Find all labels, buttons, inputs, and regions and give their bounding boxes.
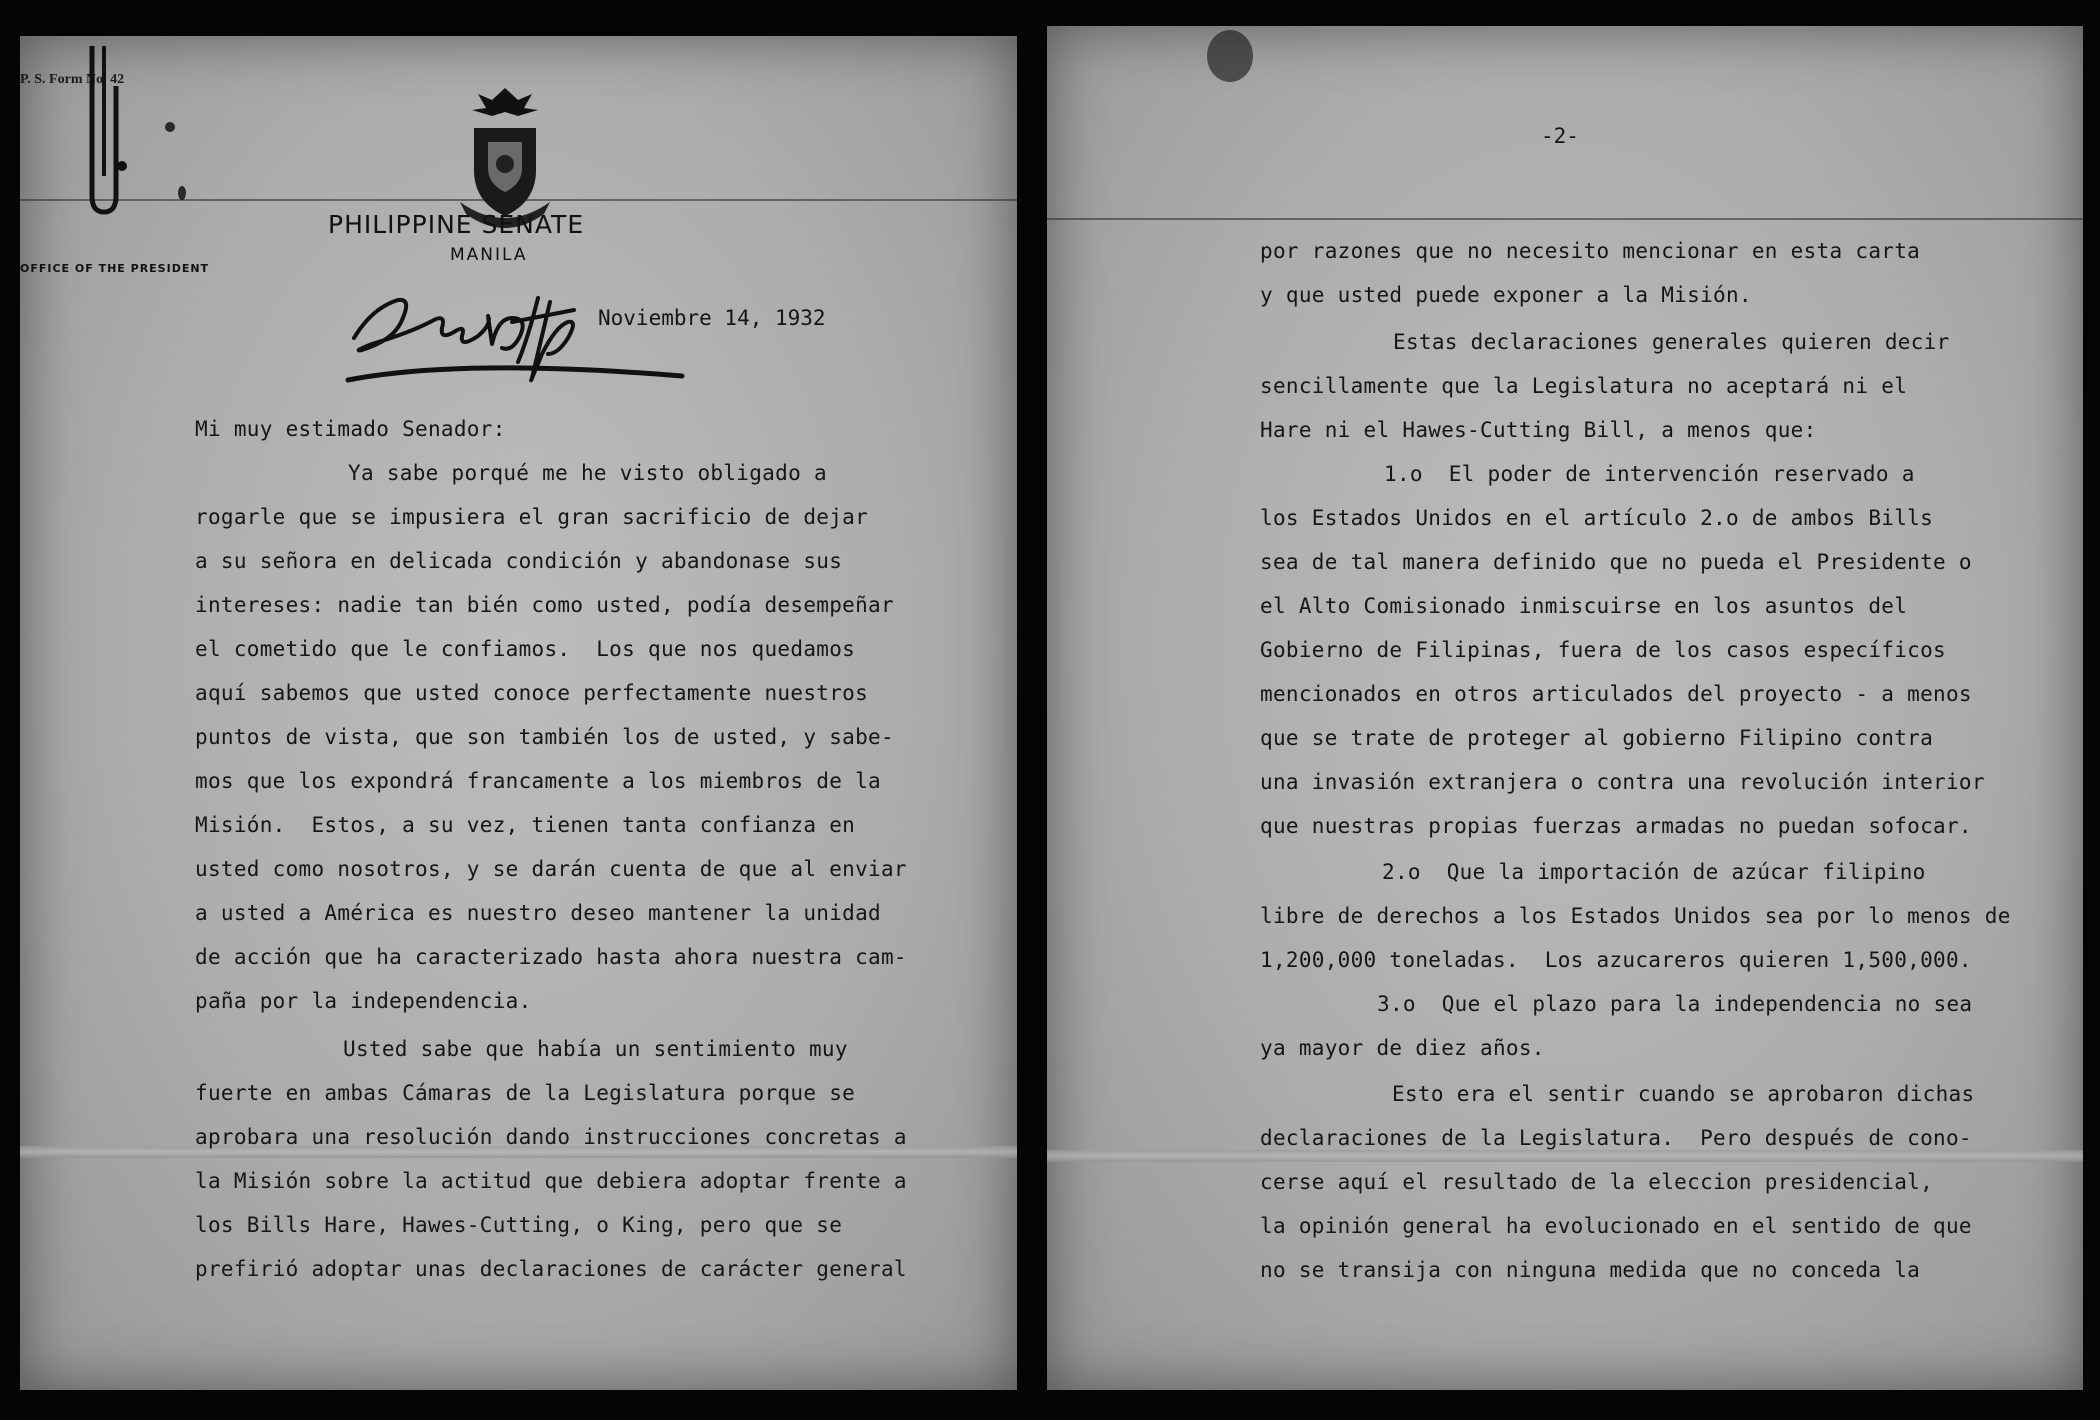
text-line: sencillamente que la Legislatura no aceptará ni el [1260, 374, 1908, 398]
text-line: el cometido que le confiamos. Los que nos quedamos [195, 637, 856, 661]
text-line: la opinión general ha evolucionado en el sentido de que [1260, 1214, 1972, 1238]
letterhead-office: OFFICE OF THE PRESIDENT [20, 262, 210, 275]
text-line: la Misión sobre la actitud que debiera adoptar frente a [195, 1169, 907, 1193]
text-line: de acción que ha caracterizado hasta ahora nuestra cam- [195, 945, 907, 969]
text-line: fuerte en ambas Cámaras de la Legislatura porque se [195, 1081, 856, 1105]
text-line: una invasión extranjera o contra una revolución interior [1260, 770, 1985, 794]
text-line: rogarle que se impusiera el gran sacrificio de dejar [195, 505, 869, 529]
text-line: declaraciones de la Legislatura. Pero después de cono- [1260, 1126, 1972, 1150]
paper-fold [1047, 1150, 2083, 1162]
ink-blot [1207, 30, 1253, 82]
text-line: 1,200,000 toneladas. Los azucareros quieren 1,500,000. [1260, 948, 1972, 972]
text-line: a usted a América es nuestro deseo mantener la unidad [195, 901, 881, 925]
text-line: que nuestras propias fuerzas armadas no puedan sofocar. [1260, 814, 1972, 838]
page-number: -2- [1541, 124, 1579, 148]
text-line: 1.o El poder de intervención reservado a [1384, 462, 1915, 486]
text-line: los Estados Unidos en el artículo 2.o de ambos Bills [1260, 506, 1934, 530]
text-line: prefirió adoptar unas declaraciones de carácter general [195, 1257, 907, 1281]
page-rule [1047, 218, 2083, 220]
letter-page-1 [20, 36, 1017, 1390]
text-line: libre de derechos a los Estados Unidos sea por lo menos de [1260, 904, 2011, 928]
text-line: mos que los expondrá francamente a los miembros de la [195, 769, 881, 793]
text-line: 3.o Que el plazo para la independencia no sea [1377, 992, 1973, 1016]
text-line: paña por la independencia. [195, 989, 532, 1013]
text-line: sea de tal manera definido que no pueda el Presidente o [1260, 550, 1972, 574]
paper-clip-icon [82, 46, 128, 216]
text-line: y que usted puede exponer a la Misión. [1260, 283, 1752, 307]
ink-speck [178, 186, 186, 200]
text-line: aquí sabemos que usted conoce perfectamente nuestros [195, 681, 869, 705]
text-line: aprobara una resolución dando instrucciones concretas a [195, 1125, 907, 1149]
text-line: puntos de vista, que son también los de usted, y sabe- [195, 725, 894, 749]
text-line: Ya sabe porqué me he visto obligado a [348, 461, 827, 485]
text-line: a su señora en delicada condición y abandonase sus [195, 549, 843, 573]
text-line: Estas declaraciones generales quieren decir [1393, 330, 1950, 354]
text-line: Gobierno de Filipinas, fuera de los casos específicos [1260, 638, 1946, 662]
text-line: Misión. Estos, a su vez, tienen tanta confianza en [195, 813, 856, 837]
salutation: Mi muy estimado Senador: [195, 417, 506, 441]
text-line: no se transija con ninguna medida que no conceda la [1260, 1258, 1921, 1282]
letter-date: Noviembre 14, 1932 [598, 306, 826, 330]
text-line: que se trate de proteger al gobierno Filipino contra [1260, 726, 1934, 750]
text-line: Usted sabe que había un sentimiento muy [343, 1037, 848, 1061]
letterhead-title: PHILIPPINE SENATE [328, 210, 585, 239]
text-line: 2.o Que la importación de azúcar filipino [1382, 860, 1926, 884]
text-line: Hare ni el Hawes-Cutting Bill, a menos que: [1260, 418, 1817, 442]
text-line: usted como nosotros, y se darán cuenta de que al enviar [195, 857, 907, 881]
text-line: intereses: nadie tan bién como usted, podía desempeñar [195, 593, 894, 617]
letterhead-city: MANILA [450, 245, 528, 265]
form-number: P. S. Form No. 42 [20, 72, 125, 87]
text-line: mencionados en otros articulados del proyecto - a menos [1260, 682, 1972, 706]
text-line: los Bills Hare, Hawes-Cutting, o King, pero que se [195, 1213, 843, 1237]
text-line: por razones que no necesito mencionar en esta carta [1260, 239, 1921, 263]
text-line: ya mayor de diez años. [1260, 1036, 1545, 1060]
text-line: Esto era el sentir cuando se aprobaron dichas [1392, 1082, 1975, 1106]
text-line: cerse aquí el resultado de la eleccion presidencial, [1260, 1170, 1934, 1194]
letter-page-2 [1047, 26, 2083, 1390]
ink-speck [165, 122, 175, 132]
text-line: el Alto Comisionado inmiscuirse en los asuntos del [1260, 594, 1908, 618]
